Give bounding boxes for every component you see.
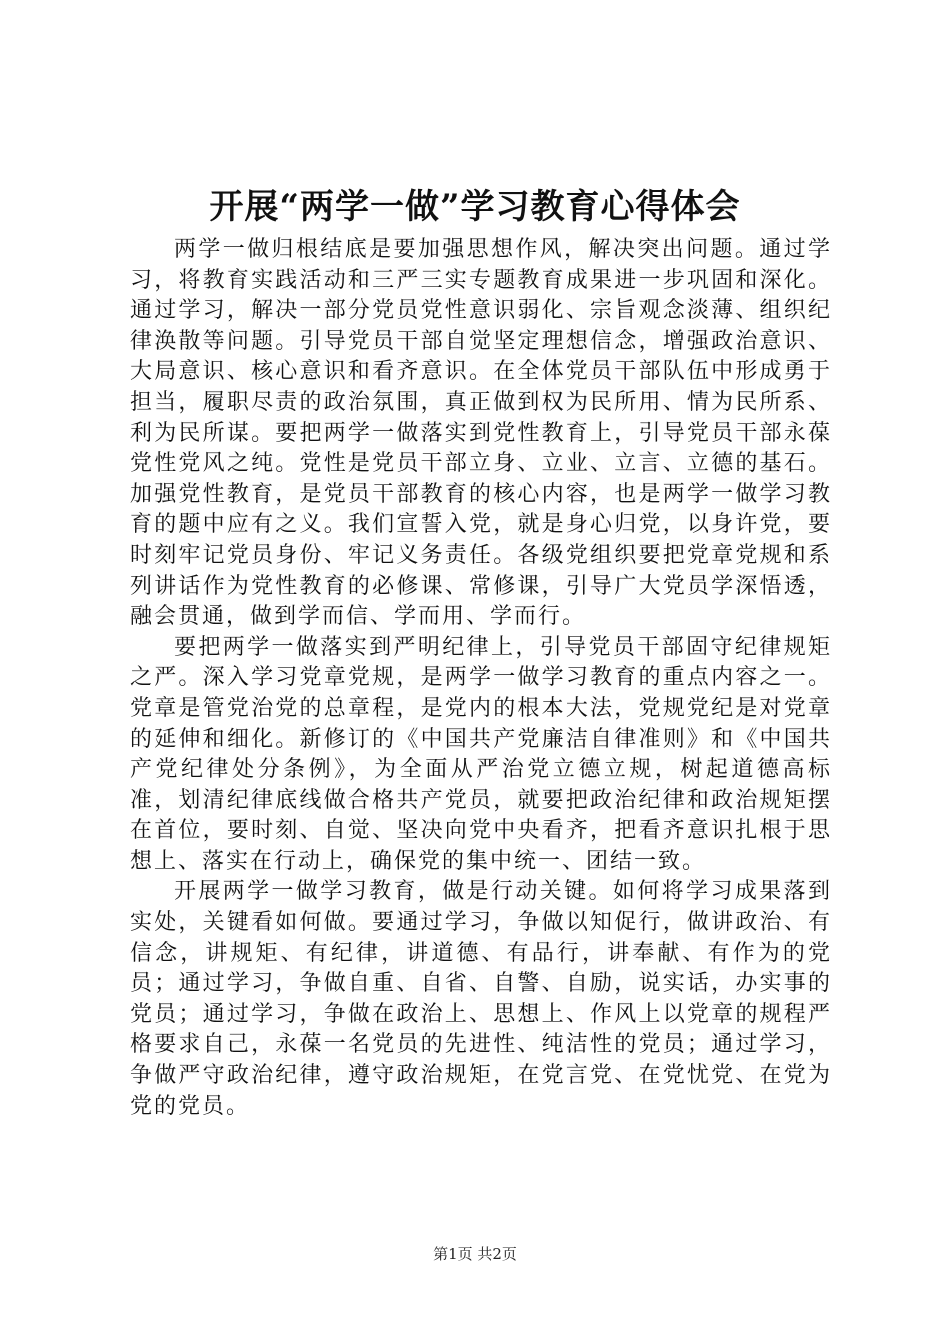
paragraph-2: 要把两学一做落实到严明纪律上，引导党员干部固守纪律规矩之严。深入学习党章党规，是两学一做学习教育的重点内容之一。党章是管党治党的总章程，是党内的根本大法，党规党纪是对党章的延伸和细化。新修订的《中国共产党廉洁自律准则》和《中国共产党纪律处分条例》，为全面从严治党立德立规，树起道德高标准，划清纪律底线做合格共产党员，就要把政治纪律和政治规矩摆在首位，要时刻、自觉、坚决向党中央看齐，把看齐意识扎根于思想上、落实在行动上，确保党的集中统一、团结一致。 (130, 634, 832, 874)
document-body (130, 235, 832, 1122)
paragraph-3: 开展两学一做学习教育，做是行动关键。如何将学习成果落到实处，关键看如何做。要通过学习，争做以知促行，做讲政治、有信念，讲规矩、有纪律，讲道德、有品行，讲奉献、有作为的党员；通过学习，争做自重、自省、自警、自励，说实话，办实事的党员；通过学习，争做在政治上、思想上、作风上以党章的规程严格要求自己，永葆一名党员的先进性、纯洁性的党员；通过学习，争做严守政治纪律，遵守政治规矩，在党言党、在党忧党、在党为党的党员。 (130, 879, 832, 1119)
document-title: 开展“两学一做”学习教育心得体会 (209, 187, 741, 227)
paragraph-1: 两学一做归根结底是要加强思想作风，解决突出问题。通过学习，将教育实践活动和三严三实专题教育成果进一步巩固和深化。通过学习，解决一部分党员党性意识弱化、宗旨观念淡薄、组织纪律涣散等问题。引导党员干部自觉坚定理想信念，增强政治意识、大局意识、核心意识和看齐意识。在全体党员干部队伍中形成勇于担当，履职尽责的政治氛围，真正做到权为民所用、情为民所系、利为民所谋。要把两学一做落实到党性教育上，引导党员干部永葆党性党风之纯。党性是党员干部立身、立业、立言、立德的基石。加强党性教育，是党员干部教育的核心内容，也是两学一做学习教育的题中应有之义。我们宣誓入党，就是身心归党，以身许党，要时刻牢记党员身份、牢记义务责任。各级党组织要把党章党规和系列讲话作为党性教育的必修课、常修课，引导广大党员学深悟透，融会贯通，做到学而信、学而用、学而行。 (130, 237, 832, 630)
page-number-footer: 第1页 共2页 (433, 1245, 517, 1263)
